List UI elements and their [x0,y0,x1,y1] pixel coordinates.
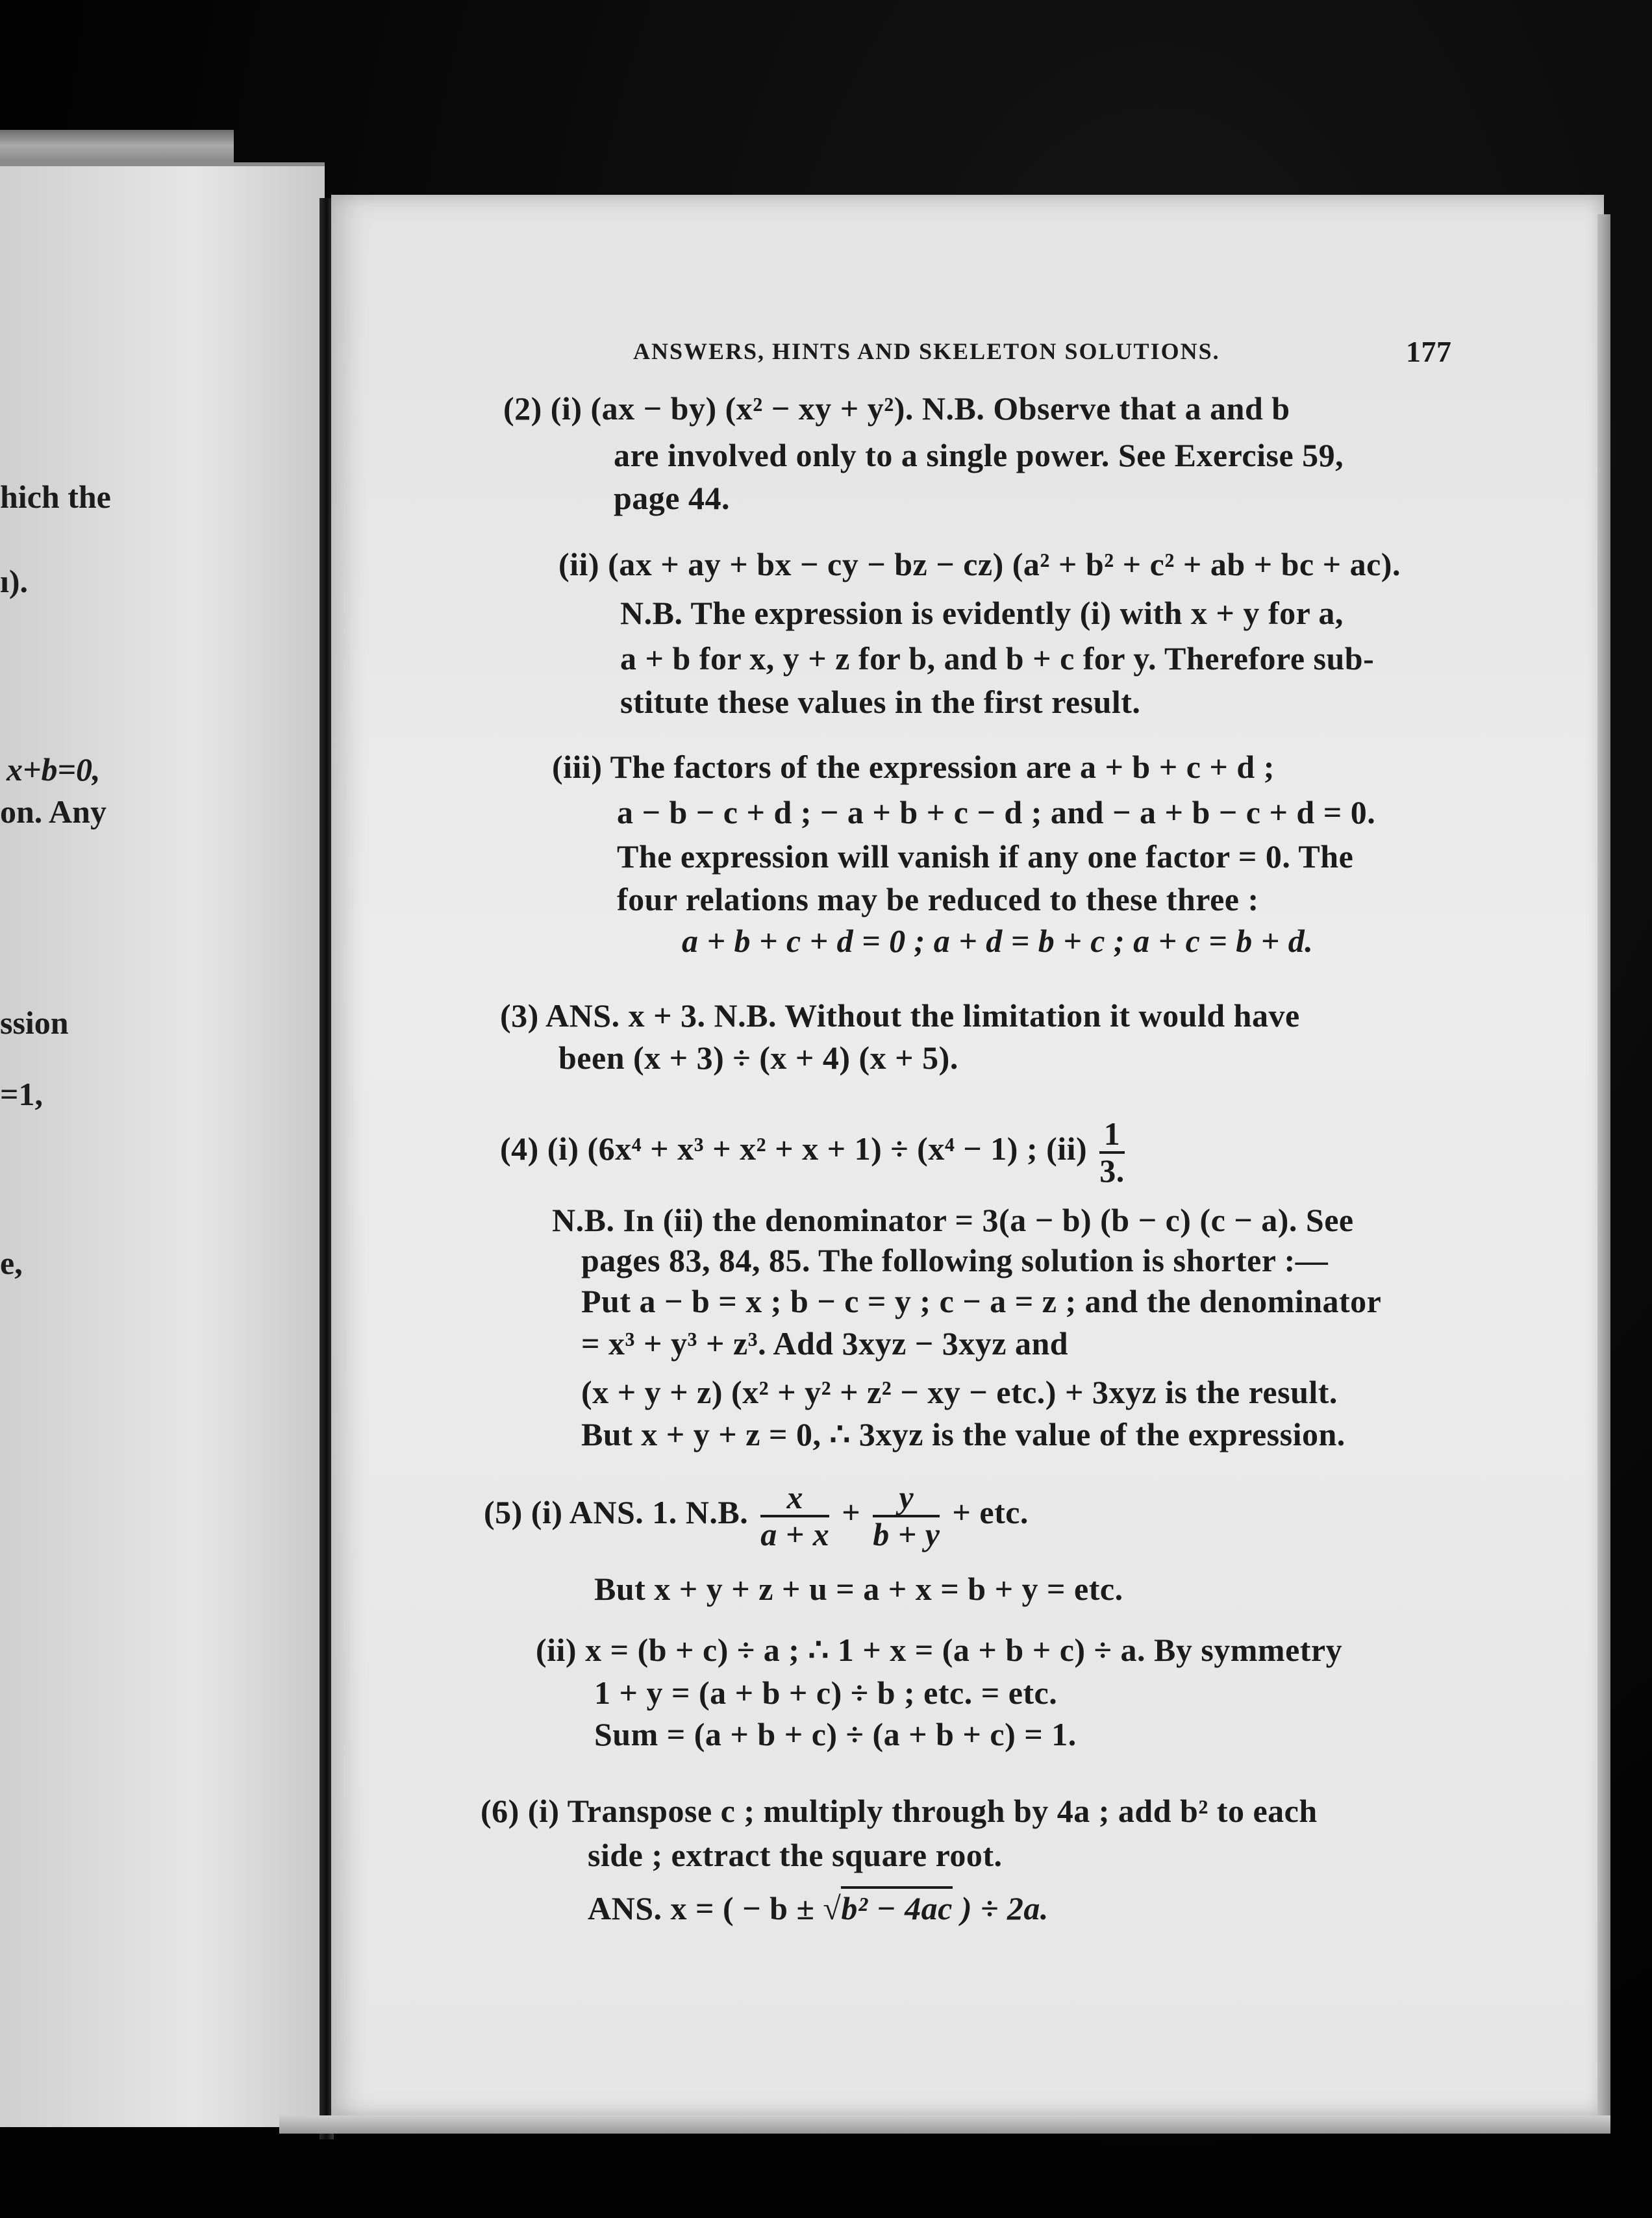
text-line: (2) (i) (ax − by) (x² − xy + y²). N.B. Observe that a and b [503,390,1290,427]
answer-line [588,1889,1049,1927]
text-line: N.B. In (ii) the denominator = 3(a − b) (b − c) (c − a). See [552,1202,1354,1238]
fraction [1099,1117,1125,1188]
exercise-4-line [500,1117,1129,1188]
sqrt-tail: ) ÷ 2a. [960,1890,1049,1926]
page-bottom-edge [279,2115,1610,2134]
left-fragment: hich the [0,479,111,515]
fraction-tail: + etc. [952,1493,1029,1530]
text-line: stitute these values in the first result. [620,684,1141,720]
text-line: = x³ + y³ + z³. Add 3xyz − 3xyz and [581,1325,1069,1362]
left-fragment: ı). [0,563,29,599]
fraction-numerator: y [873,1480,940,1517]
left-page [0,162,325,2127]
text-line: been (x + 3) ÷ (x + 4) (x + 5). [558,1040,958,1076]
text-line: a − b − c + d ; − a + b + c − d ; and − a + b − c + d = 0. [617,794,1376,830]
text-line: N.B. The expression is evidently (i) with x + y for a, [620,595,1344,631]
fraction-denominator: 3. [1099,1152,1125,1189]
left-fragment: ssion [0,1004,69,1041]
text-line: Put a − b = x ; b − c = y ; c − a = z ; and the denominator [581,1283,1382,1319]
page-number: 177 [1406,335,1452,368]
running-header: ANSWERS, HINTS AND SKELETON SOLUTIONS. [633,338,1220,364]
fraction-denominator: a + x [760,1515,830,1552]
text-line: (iii) The factors of the expression are a + b + c + d ; [552,749,1275,785]
left-fragment: x+b=0, [6,751,101,788]
text-line: (ii) x = (b + c) ÷ a ; ∴ 1 + x = (a + b + c) ÷ a. By symmetry [536,1632,1343,1668]
text-line: four relations may be reduced to these three : [617,881,1259,917]
text-line: (3) ANS. x + 3. N.B. Without the limitation it would have [500,997,1300,1034]
sqrt-sign: √ [823,1890,842,1926]
sqrt-radicand: b² − 4ac [841,1886,952,1926]
text-line: (ii) (ax + ay + bx − cy − bz − cz) (a² + b² + c² + ab + bc + ac). [558,546,1401,582]
fraction [873,1480,940,1551]
text-line: The expression will vanish if any one factor = 0. The [617,838,1354,875]
text-line: side ; extract the square root. [588,1837,1003,1873]
text-line: 1 + y = (a + b + c) ÷ b ; etc. = etc. [594,1675,1058,1711]
text-line: a + b for x, y + z for b, and b + c for y. Therefore sub- [620,640,1375,677]
plus-sign: + [842,1493,861,1530]
fraction [760,1480,829,1551]
fraction-denominator: b + y [873,1515,940,1552]
exercise-5-line [484,1480,1029,1551]
text-line: Sum = (a + b + c) ÷ (a + b + c) = 1. [594,1716,1077,1752]
left-fragment: =1, [0,1076,43,1112]
text-line: (x + y + z) (x² + y² + z² − xy − etc.) + 3xyz is the result. [581,1374,1338,1410]
right-page-edge [1597,214,1610,2123]
text-line: But x + y + z = 0, ∴ 3xyz is the value of the expression. [581,1416,1345,1452]
text-line: ANS. x = ( − b ± [588,1890,815,1926]
fraction-numerator: x [760,1480,829,1517]
left-fragment: on. Any [0,793,106,830]
text-line: are involved only to a single power. See Exercise 59, [614,437,1344,473]
left-fragment: e, [0,1245,23,1281]
text-line: (6) (i) Transpose c ; multiply through by 4a ; add b² to each [481,1793,1318,1829]
fraction-numerator: 1 [1099,1117,1125,1154]
text-line: (4) (i) (6x⁴ + x³ + x² + x + 1) ÷ (x⁴ − 1) ; (ii) [500,1130,1088,1167]
text-line: page 44. [614,480,730,516]
text-line: But x + y + z + u = a + x = b + y = etc. [594,1571,1123,1607]
text-line: a + b + c + d = 0 ; a + d = b + c ; a + c = b + d. [682,923,1314,959]
text-line: (5) (i) ANS. 1. N.B. [484,1493,749,1530]
text-line: pages 83, 84, 85. The following solution is shorter :— [581,1242,1329,1278]
